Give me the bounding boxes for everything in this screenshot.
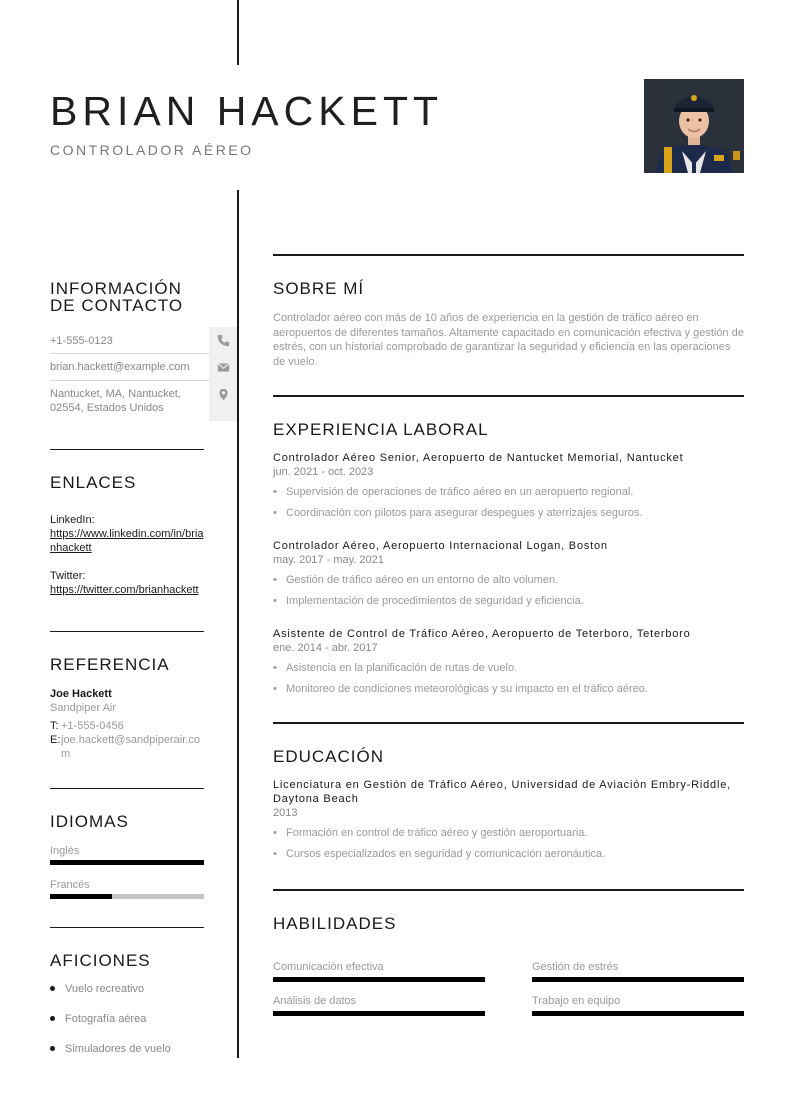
skill-label: Gestión de estrés: [532, 961, 619, 973]
job-title: Asistente de Control de Tráfico Aéreo, Aeropuerto de Teterboro, Teterboro: [273, 628, 691, 640]
skill-item: [273, 994, 485, 1016]
reference-email-label: E:: [50, 734, 61, 746]
hobby-label: Fotografía aérea: [65, 1013, 147, 1025]
twitter-link[interactable]: https://twitter.com/brianhackett: [50, 584, 199, 596]
contact-email-text[interactable]: brian.hackett@example.com: [50, 361, 190, 373]
profile-photo-illustration: [644, 79, 744, 173]
education-section: [273, 748, 744, 861]
contact-separator: [50, 380, 210, 381]
skill-level-bar: [273, 1011, 485, 1016]
linkedin-link[interactable]: https://www.linkedin.com/in/brianhackett: [50, 528, 204, 554]
location-icon: [217, 388, 230, 401]
contact-address-line1: Nantucket, MA, Nantucket,: [50, 388, 181, 400]
section-divider: [273, 395, 744, 397]
reference-section: [50, 656, 204, 761]
reference-name: Joe Hackett: [50, 688, 112, 700]
job-entry: [273, 627, 744, 696]
job-bullet: • Implementación de procedimientos de seguridad y eficiencia.: [273, 594, 744, 608]
job-title: Controlador Aéreo, Aeropuerto Internacional Logan, Boston: [273, 540, 608, 552]
job-dates: ene. 2014 - abr. 2017: [273, 642, 378, 654]
job-title: Controlador Aéreo Senior, Aeropuerto de Nantucket Memorial, Nantucket: [273, 452, 684, 464]
reference-email[interactable]: joe.hackett@sandpiperair.com: [61, 734, 200, 760]
skill-level-bar: [273, 977, 485, 982]
twitter-label: Twitter:: [50, 570, 86, 582]
language-level-fill: [50, 894, 112, 899]
column-divider-line: [237, 190, 239, 1058]
section-divider: [50, 449, 204, 450]
contact-address-line2: 02554, Estados Unidos: [50, 402, 164, 414]
section-divider: [273, 722, 744, 724]
contact-phone-text: +1-555-0123: [50, 335, 113, 347]
contact-separator: [50, 353, 210, 354]
about-heading: SOBRE MÍ: [273, 279, 365, 298]
experience-section: [273, 421, 744, 696]
education-degree: Licenciatura en Gestión de Tráfico Aéreo, Universidad de Aviación Embry-Riddle, Daytona Beach: [273, 779, 731, 805]
about-text: Controlador aéreo con más de 10 años de experiencia en la gestión de tráfico aéreo en aeropuertos de diferentes tamaños. Altamente capacitado en comunicación efectiva y gestión de estrés, con un historial comprobado de garantizar la seguridad y eficiencia en las operaciones de vuelo.: [273, 312, 744, 368]
job-bullet: • Gestión de tráfico aéreo en un entorno de alto volumen.: [273, 573, 744, 587]
language-name: Francés: [50, 879, 90, 891]
languages-heading: IDIOMAS: [50, 812, 129, 831]
reference-phone-row: [50, 719, 204, 733]
language-level-bar: [50, 894, 204, 899]
reference-company: Sandpiper Air: [50, 702, 117, 714]
skill-label: Comunicación efectiva: [273, 961, 384, 973]
job-bullet: • Monitoreo de condiciones meteorológicas y su impacto en el tráfico aéreo.: [273, 682, 744, 696]
contact-heading-line1: INFORMACIÓN: [50, 279, 182, 298]
section-divider: [273, 254, 744, 256]
top-divider-line: [237, 0, 239, 65]
hobbies-section: [50, 952, 204, 969]
skill-item: [532, 994, 744, 1016]
mail-icon: [217, 361, 230, 374]
skills-section: [273, 915, 744, 932]
phone-icon: [217, 334, 230, 347]
section-divider: [50, 631, 204, 632]
contact-section: [50, 280, 204, 314]
section-divider: [50, 927, 204, 928]
section-divider: [273, 889, 744, 891]
job-bullet: • Coordinación con pilotos para asegurar despegues y aterrizajes seguros.: [273, 506, 744, 520]
hobby-label: Simuladores de vuelo: [65, 1043, 171, 1055]
education-bullet: • Cursos especializados en seguridad y comunicación aeronáutica.: [273, 847, 744, 861]
hobby-label: Vuelo recreativo: [65, 983, 145, 995]
hobbies-heading: AFICIONES: [50, 951, 151, 970]
skill-item: [532, 960, 744, 982]
job-bullet: • Asistencia en la planificación de rutas de vuelo.: [273, 661, 744, 675]
education-year: 2013: [273, 807, 298, 819]
skill-label: Trabajo en equipo: [532, 995, 621, 1007]
languages-section: [50, 813, 204, 830]
job-entry: [273, 451, 744, 520]
reference-email-row: [50, 733, 204, 761]
job-dates: may. 2017 - may. 2021: [273, 554, 384, 566]
links-heading: ENLACES: [50, 473, 137, 492]
language-name: Inglés: [50, 845, 80, 857]
hobby-item: [50, 1013, 146, 1025]
bullet-dot-icon: [50, 986, 55, 991]
bullet-dot-icon: [50, 1016, 55, 1021]
language-level-bar: [50, 860, 204, 865]
section-divider: [50, 788, 204, 789]
hobby-item: [50, 1043, 171, 1055]
hobby-item: [50, 983, 144, 995]
reference-heading: REFERENCIA: [50, 655, 170, 674]
candidate-title: CONTROLADOR AÉREO: [50, 142, 254, 158]
skill-label: Análisis de datos: [273, 995, 357, 1007]
linkedin-label: LinkedIn:: [50, 514, 95, 526]
job-dates: jun. 2021 - oct. 2023: [273, 466, 374, 478]
links-section: [50, 474, 204, 597]
skill-level-bar: [532, 1011, 744, 1016]
education-bullet: • Formación en control de tráfico aéreo y gestión aeroportuaria.: [273, 826, 744, 840]
candidate-name: BRIAN HACKETT: [50, 88, 444, 134]
skill-level-bar: [532, 977, 744, 982]
profile-photo: [644, 79, 744, 173]
language-level-fill: [50, 860, 204, 865]
contact-icon-column: [209, 327, 237, 421]
experience-heading: EXPERIENCIA LABORAL: [273, 420, 489, 439]
reference-phone-label: T:: [50, 720, 59, 732]
education-heading: EDUCACIÓN: [273, 747, 385, 766]
contact-heading-line2: DE CONTACTO: [50, 296, 184, 315]
about-section: [273, 280, 744, 369]
job-bullet: • Supervisión de operaciones de tráfico aéreo en un aeropuerto regional.: [273, 485, 744, 499]
reference-phone: +1-555-0456: [61, 720, 124, 732]
skill-item: [273, 960, 485, 982]
skills-heading: HABILIDADES: [273, 914, 397, 933]
bullet-dot-icon: [50, 1046, 55, 1051]
job-entry: [273, 539, 744, 608]
